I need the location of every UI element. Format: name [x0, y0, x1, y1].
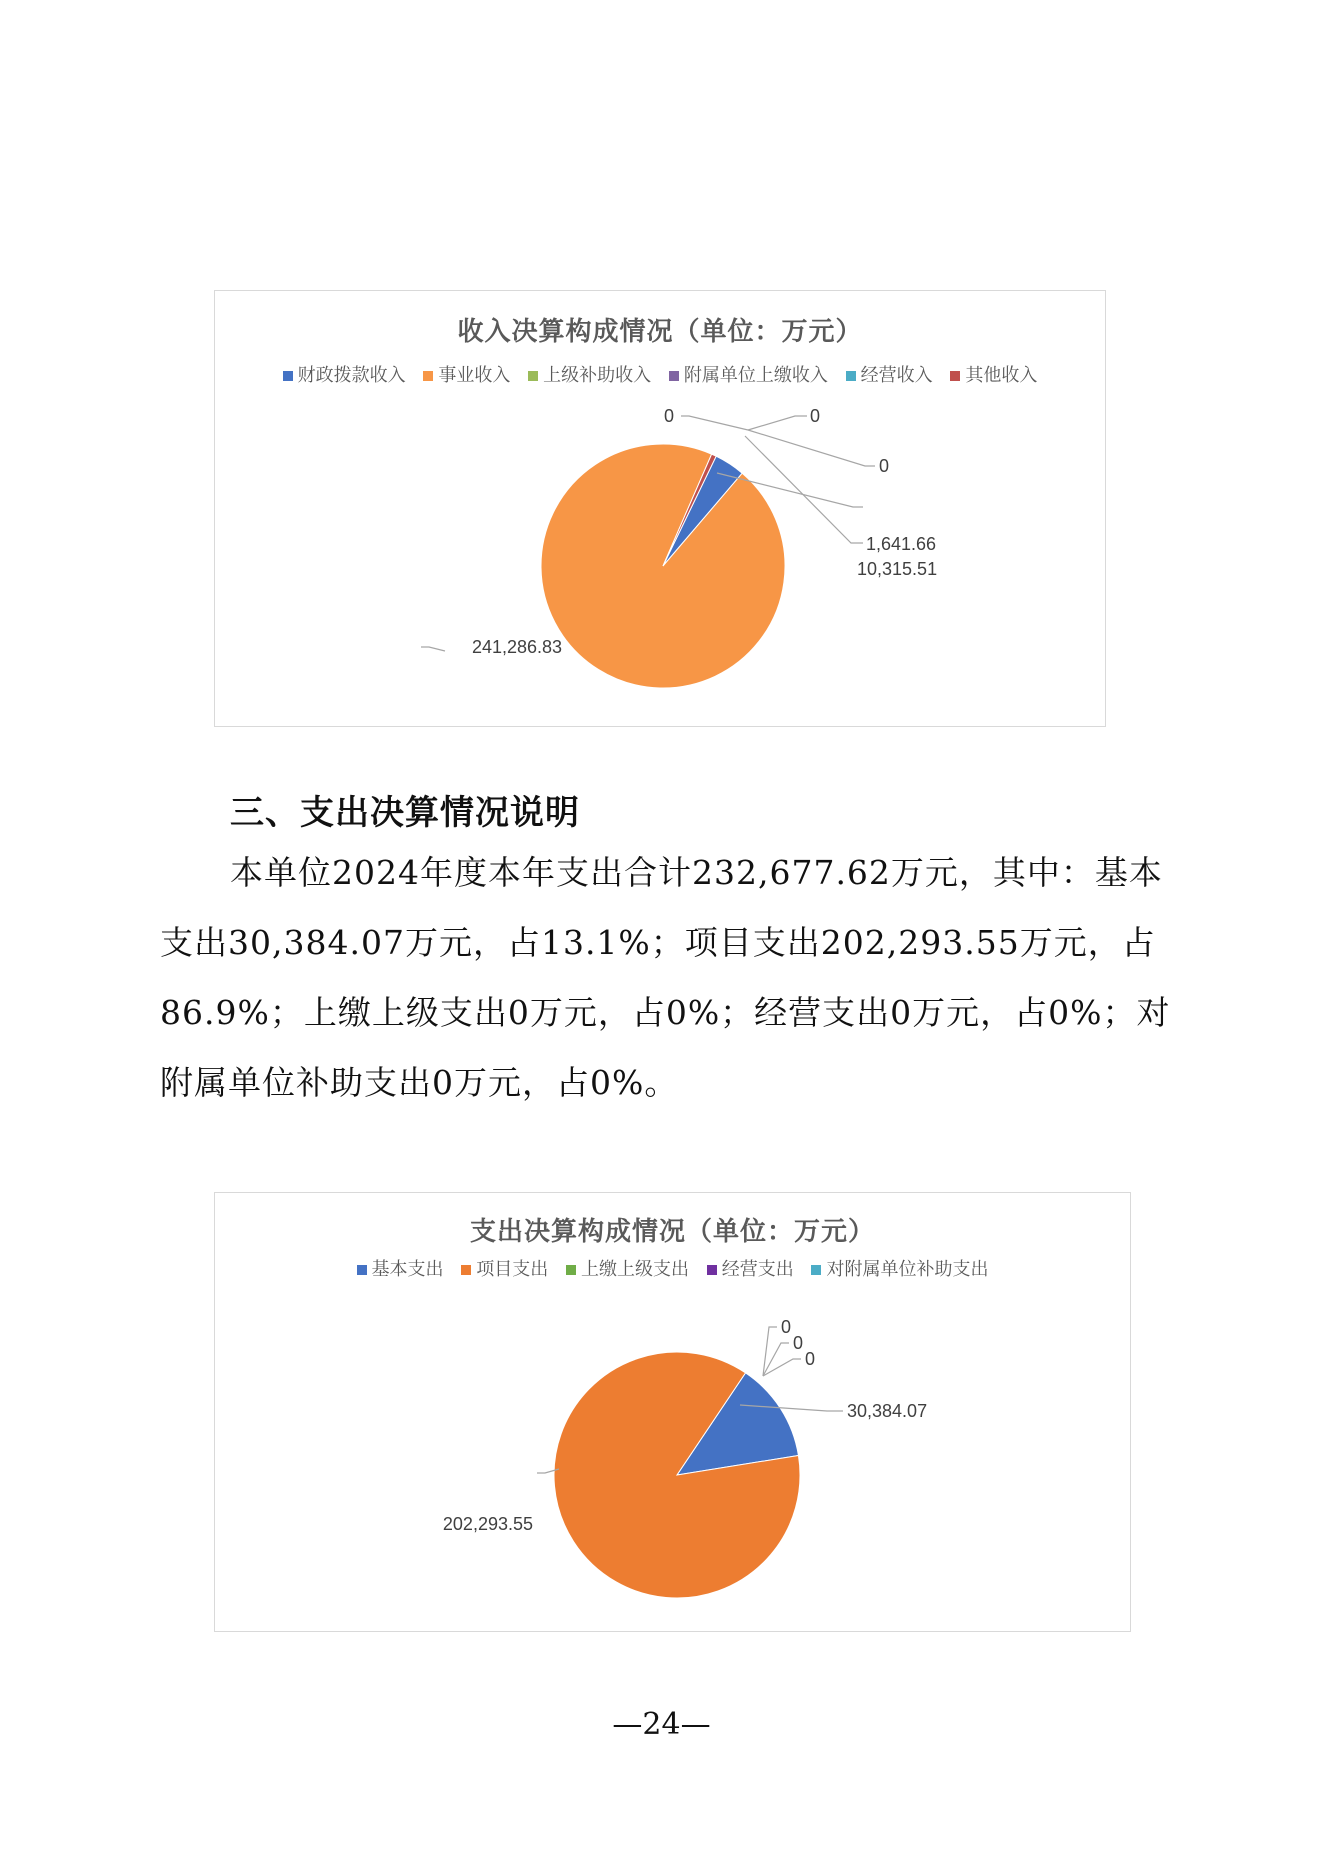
leader-line [748, 430, 875, 466]
data-label: 0 [879, 456, 890, 476]
section-paragraph: 本单位2024年度本年支出合计232,677.62万元，其中：基本支出30,384.07万元，占13.1%；项目支出202,293.55万元，占86.9%；上缴上级支出0万元，占0%；经营支出0万元，占0%；对附属单位补助支出0万元，占0%。 [160, 853, 1171, 1102]
expense-chart-title: 支出决算构成情况（单位：万元） [469, 1217, 875, 1247]
section-heading: 三、支出决算情况说明 [230, 793, 580, 833]
legend-label: 经营支出 [721, 1259, 794, 1280]
data-label: 202,293.55 [442, 1514, 533, 1534]
data-label: 0 [805, 1349, 816, 1369]
leader-line [763, 1359, 801, 1376]
legend-label: 上缴上级支出 [581, 1259, 689, 1280]
expense-pie [215, 1193, 1132, 1633]
data-label: 0 [793, 1333, 804, 1353]
legend-label: 事业收入 [438, 365, 511, 386]
legend-label: 附属单位上缴收入 [683, 365, 828, 386]
data-label: 30,384.07 [847, 1401, 928, 1421]
data-label: 241,286.83 [471, 637, 563, 657]
legend-label: 上级补助收入 [543, 365, 652, 386]
data-label: 0 [663, 406, 674, 426]
data-label: 0 [781, 1317, 792, 1337]
income-chart [214, 290, 1106, 727]
legend-label: 基本支出 [371, 1259, 444, 1280]
data-label: 10,315.51 [857, 559, 938, 579]
legend-label: 项目支出 [476, 1259, 549, 1280]
leader-line [748, 416, 807, 430]
page-number: —24— [612, 1707, 711, 1742]
legend-label: 经营收入 [860, 365, 933, 386]
leader-line [681, 416, 748, 430]
legend-label: 对附属单位补助支出 [826, 1259, 989, 1280]
leader-line [421, 647, 445, 651]
expense-chart [214, 1192, 1131, 1632]
legend-label: 其他收入 [965, 365, 1038, 386]
income-pie [215, 291, 1107, 728]
data-label: 1,641.66 [866, 534, 937, 554]
legend-label: 财政拨款收入 [297, 365, 406, 386]
data-label: 0 [810, 406, 821, 426]
income-chart-title: 收入决算构成情况（单位：万元） [457, 317, 863, 347]
